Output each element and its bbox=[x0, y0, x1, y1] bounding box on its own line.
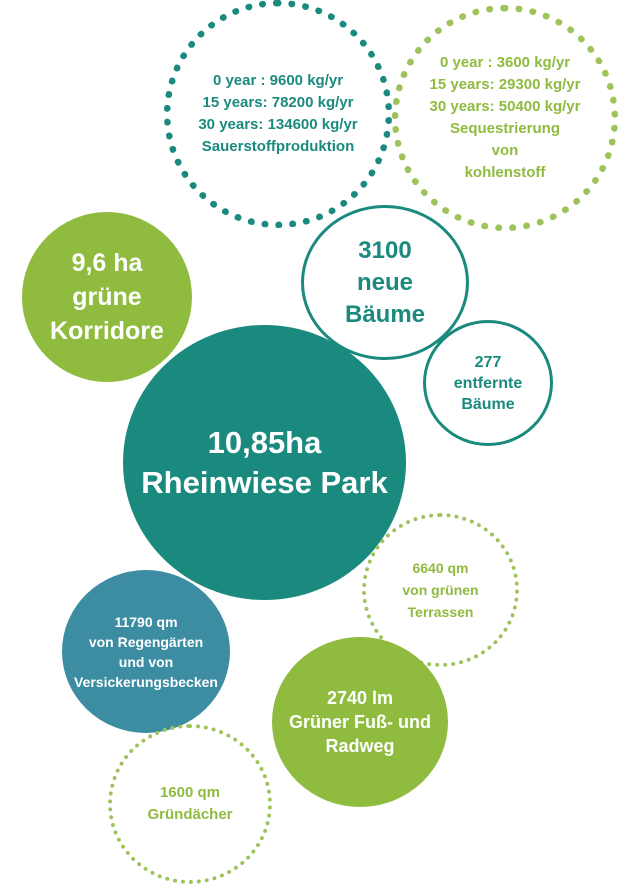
rain-label-1: von Regengärten bbox=[88, 633, 204, 650]
oxygen-production-bubble bbox=[164, 0, 392, 228]
new-trees-label-2: Bäume bbox=[344, 300, 426, 328]
green-roofs-bubble bbox=[108, 724, 272, 884]
corridors-value: 9,6 ha bbox=[71, 249, 143, 277]
oxygen-line-0-year: 0 year : 9600 kg/yr bbox=[212, 72, 344, 89]
rain-label-2: und von bbox=[118, 653, 174, 670]
removed-trees-value: 277 bbox=[474, 353, 502, 371]
carbon-sequestration-bubble bbox=[392, 5, 618, 231]
rain-gardens-bubble bbox=[62, 570, 230, 733]
park-area-value: 10,85ha bbox=[207, 424, 322, 460]
oxygen-label: Sauerstoffproduktion bbox=[201, 138, 355, 155]
roofs-label: Gründächer bbox=[147, 806, 233, 823]
removed-trees-label-1: entfernte bbox=[453, 374, 523, 392]
removed-trees-bubble bbox=[423, 320, 553, 446]
carbon-line-30-years: 30 years: 50400 kg/yr bbox=[429, 98, 581, 115]
path-label-2: Radweg bbox=[325, 736, 395, 756]
green-corridors-bubble bbox=[22, 212, 192, 382]
path-value: 2740 lm bbox=[326, 688, 394, 708]
new-trees-label-1: neue bbox=[356, 268, 413, 296]
terraces-label-1: von grünen bbox=[402, 582, 479, 598]
rain-label-3: Versickerungsbecken bbox=[74, 673, 218, 690]
carbon-line-15-years: 15 years: 29300 kg/yr bbox=[429, 76, 581, 93]
path-label-1: Grüner Fuß- und bbox=[289, 712, 431, 732]
roofs-value: 1600 qm bbox=[159, 784, 221, 801]
corridors-label-1: grüne bbox=[72, 283, 142, 311]
park-name: Rheinwiese Park bbox=[141, 464, 388, 500]
park-area-bubble bbox=[123, 325, 406, 600]
terraces-label-2: Terrassen bbox=[407, 604, 474, 620]
removed-trees-label-2: Bäume bbox=[461, 395, 515, 413]
carbon-label-1: Sequestrierung bbox=[449, 120, 561, 137]
green-path-bubble bbox=[272, 637, 448, 807]
corridors-label-2: Korridore bbox=[50, 317, 164, 345]
new-trees-value: 3100 bbox=[358, 236, 412, 264]
oxygen-line-15-years: 15 years: 78200 kg/yr bbox=[202, 94, 354, 111]
terraces-value: 6640 qm bbox=[412, 560, 469, 576]
carbon-line-0-year: 0 year : 3600 kg/yr bbox=[439, 54, 571, 71]
carbon-label-3: kohlenstoff bbox=[464, 164, 546, 181]
oxygen-line-30-years: 30 years: 134600 kg/yr bbox=[198, 116, 358, 133]
rain-value: 11790 qm bbox=[114, 613, 178, 630]
carbon-label-2: von bbox=[491, 142, 519, 159]
